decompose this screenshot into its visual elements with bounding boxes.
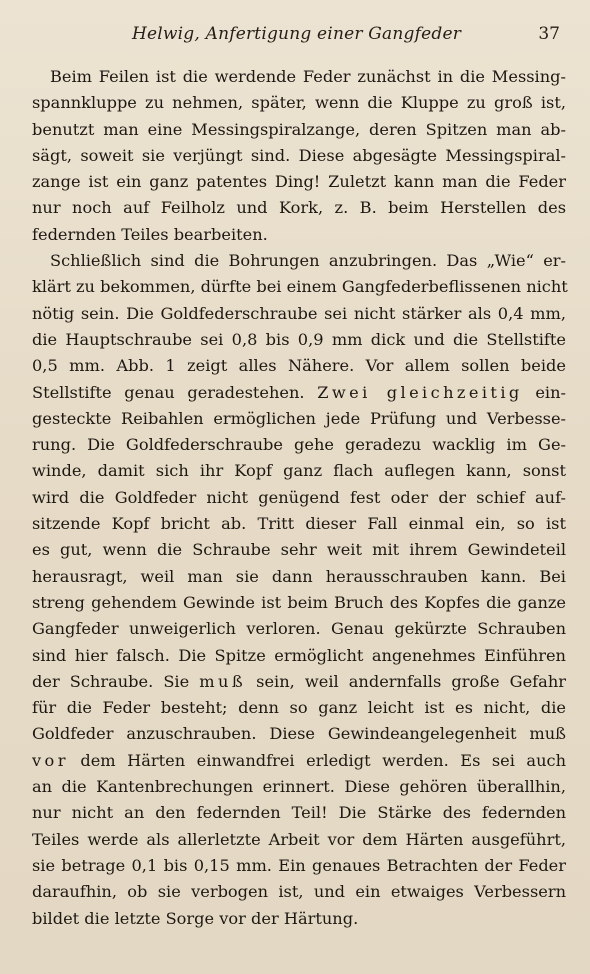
line-text: wird die Goldfeder nicht genügend fest oder der schief auf-: [32, 487, 566, 507]
spaced-emphasis: vor: [32, 750, 69, 770]
line-text-continued: sein, weil andernfalls große Gefahr: [256, 671, 566, 691]
line-text: zange ist ein ganz patentes Ding! Zuletzt kann man die Feder: [32, 172, 566, 192]
text-line: [32, 327, 566, 353]
text-line: [32, 590, 566, 616]
running-head: [0, 22, 590, 52]
text-line: [32, 853, 566, 879]
text-line: [32, 274, 566, 300]
text-line: [32, 800, 566, 826]
text-line: [32, 406, 566, 432]
text-line: [32, 248, 566, 274]
line-text: benutzt man eine Messingspiralzange, deren Spitzen man ab-: [32, 119, 566, 139]
text-line: [32, 195, 566, 221]
text-line: [32, 827, 566, 853]
line-text: sägt, soweit sie verjüngt sind. Diese abgesägte Messingspiral-: [32, 145, 566, 165]
line-text: klärt zu bekommen, dürfte bei einem Gangfederbeflissenen nicht: [32, 277, 568, 297]
text-line: [32, 485, 566, 511]
line-text: Schließlich sind die Bohrungen anzubringen. Das „Wie“ er-: [50, 251, 566, 271]
text-line: [32, 906, 566, 932]
text-line: [32, 537, 566, 563]
text-line: [32, 432, 566, 458]
text-line: [32, 353, 566, 379]
text-line: [32, 169, 566, 195]
line-text: sitzende Kopf bricht ab. Tritt dieser Fall einmal ein, so ist: [32, 514, 566, 534]
line-text: streng gehendem Gewinde ist beim Bruch des Kopfes die ganze: [32, 592, 566, 612]
line-text: Goldfeder anzuschrauben. Diese Gewindeangelegenheit muß: [32, 724, 566, 744]
text-line: [32, 669, 566, 695]
line-text: es gut, wenn die Schraube sehr weit mit ihrem Gewindeteil: [32, 540, 566, 560]
text-line: [32, 511, 566, 537]
line-text: rung. Die Goldfederschraube gehe geradezu wacklig im Ge-: [32, 435, 566, 455]
text-line: [32, 117, 566, 143]
line-text: nötig sein. Die Goldfederschraube sei nicht stärker als 0,4 mm,: [32, 303, 566, 323]
line-text: federnden Teiles bearbeiten.: [32, 224, 268, 244]
line-text: Gangfeder unweigerlich verloren. Genau gekürzte Schrauben: [32, 619, 566, 639]
line-text: winde, damit sich ihr Kopf ganz flach auflegen kann, sonst: [32, 461, 566, 481]
text-line: [32, 380, 566, 406]
line-text: herausragt, weil man sie dann herausschrauben kann. Bei: [32, 566, 566, 586]
line-text: nur noch auf Feilholz und Kork, z. B. beim Herstellen des: [32, 198, 566, 218]
line-text-continued: dem Härten einwandfrei erledigt werden. Es sei auch: [80, 750, 566, 770]
line-text: an die Kantenbrechungen erinnert. Diese gehören überallhin,: [32, 777, 566, 797]
line-text: der Schraube. Sie: [32, 671, 190, 691]
text-line: [32, 643, 566, 669]
text-line: [32, 774, 566, 800]
line-text: gesteckte Reibahlen ermöglichen jede Prüfung und Verbesse-: [32, 408, 566, 428]
line-text: nur nicht an den federnden Teil! Die Stärke des federnden: [32, 803, 566, 823]
line-text: bildet die letzte Sorge vor der Härtung.: [32, 908, 359, 928]
text-line: [32, 90, 566, 116]
line-text: 0,5 mm. Abb. 1 zeigt alles Nähere. Vor allem sollen beide: [32, 356, 566, 376]
text-line: [32, 695, 566, 721]
text-line: [32, 616, 566, 642]
line-text: daraufhin, ob sie verbogen ist, und ein etwaiges Verbessern: [32, 882, 566, 902]
text-line: [32, 458, 566, 484]
text-line: [32, 879, 566, 905]
page-number: 37: [538, 24, 560, 44]
line-text-continued: ein-: [535, 382, 566, 402]
line-text: sind hier falsch. Die Spitze ermöglicht angenehmes Einführen: [32, 645, 566, 665]
line-text: Beim Feilen ist die werdende Feder zunächst in die Messing-: [50, 67, 566, 86]
line-text: spannkluppe zu nehmen, später, wenn die Kluppe zu groß ist,: [32, 93, 566, 113]
text-line: [32, 564, 566, 590]
spaced-emphasis: muß: [199, 671, 247, 691]
line-text: für die Feder besteht; denn so ganz leicht ist es nicht, die: [32, 698, 566, 718]
running-title: Helwig, Anfertigung einer Gangfeder: [132, 24, 462, 44]
text-line: [32, 143, 566, 169]
spaced-emphasis: Zwei gleichzeitig: [317, 382, 523, 402]
text-line: [32, 64, 566, 90]
text-line: [32, 748, 566, 774]
body-text: [32, 64, 566, 932]
line-text: Stellstifte genau geradestehen.: [32, 382, 305, 402]
line-text: Teiles werde als allerletzte Arbeit vor dem Härten ausgeführt,: [32, 829, 566, 849]
line-text: sie betrage 0,1 bis 0,15 mm. Ein genaues Betrachten der Feder: [32, 855, 566, 875]
text-line: [32, 222, 566, 248]
line-text: die Hauptschraube sei 0,8 bis 0,9 mm dick und die Stellstifte: [32, 329, 566, 349]
text-line: [32, 721, 566, 747]
text-line: [32, 301, 566, 327]
